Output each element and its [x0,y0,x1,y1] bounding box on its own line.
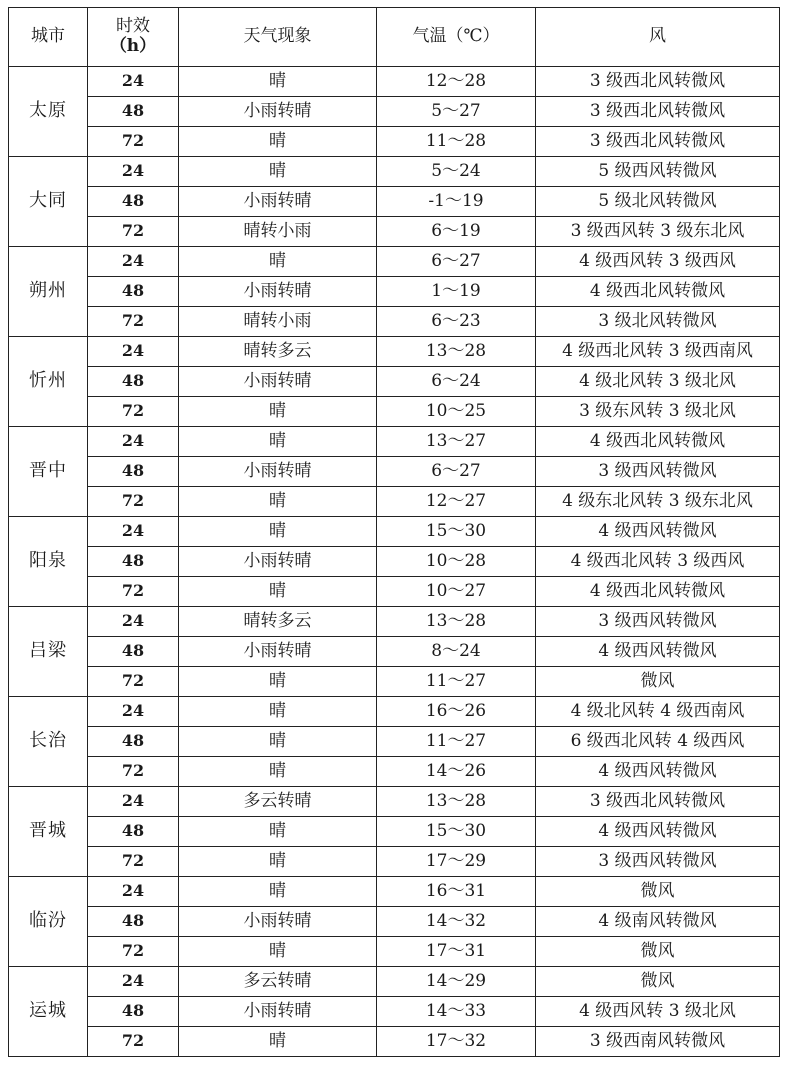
forecast-table [8,7,780,1057]
forecast-hours: 48 [88,817,179,847]
temperature-cell: 6～24 [377,367,536,397]
wind-cell: 4 级西风转微风 [536,757,780,787]
weather-cell: 晴转多云 [179,337,377,367]
weather-cell: 晴 [179,667,377,697]
forecast-hours: 72 [88,127,179,157]
table-row [9,337,780,367]
forecast-hours: 72 [88,577,179,607]
temperature-cell: 13～28 [377,607,536,637]
city-name: 晋中 [9,427,88,517]
header-wind: 风 [536,8,780,67]
forecast-hours: 48 [88,457,179,487]
city-name: 太原 [9,67,88,157]
wind-cell: 6 级西北风转 4 级西风 [536,727,780,757]
temperature-cell: 6～19 [377,217,536,247]
wind-cell: 4 级西风转 3 级北风 [536,997,780,1027]
table-row [9,457,780,487]
forecast-hours: 72 [88,487,179,517]
forecast-hours: 72 [88,307,179,337]
temperature-cell: 17～31 [377,937,536,967]
wind-cell: 4 级西风转微风 [536,637,780,667]
wind-cell: 3 级西北风转微风 [536,97,780,127]
wind-cell: 5 级西风转微风 [536,157,780,187]
wind-cell: 4 级西北风转微风 [536,427,780,457]
table-row [9,397,780,427]
wind-cell: 微风 [536,967,780,997]
weather-cell: 晴 [179,697,377,727]
temperature-cell: 11～27 [377,727,536,757]
table-row [9,67,780,97]
wind-cell: 3 级西风转微风 [536,847,780,877]
forecast-hours: 24 [88,67,179,97]
table-row [9,187,780,217]
table-row [9,427,780,457]
wind-cell: 4 级北风转 3 级北风 [536,367,780,397]
city-name: 朔州 [9,247,88,337]
forecast-hours: 24 [88,697,179,727]
table-row [9,1027,780,1057]
temperature-cell: 5～27 [377,97,536,127]
table-row [9,247,780,277]
header-row [9,8,780,67]
forecast-hours: 72 [88,847,179,877]
table-row [9,277,780,307]
forecast-hours: 72 [88,667,179,697]
table-row [9,967,780,997]
wind-cell: 3 级东风转 3 级北风 [536,397,780,427]
weather-cell: 小雨转晴 [179,997,377,1027]
weather-cell: 小雨转晴 [179,907,377,937]
table-row [9,727,780,757]
table-row [9,697,780,727]
weather-cell: 晴 [179,67,377,97]
weather-cell: 晴转多云 [179,607,377,637]
weather-cell: 晴 [179,157,377,187]
wind-cell: 3 级西风转微风 [536,457,780,487]
wind-cell: 4 级西风转微风 [536,817,780,847]
forecast-hours: 24 [88,247,179,277]
temperature-cell: 12～28 [377,67,536,97]
forecast-hours: 72 [88,217,179,247]
temperature-cell: 17～29 [377,847,536,877]
city-name: 大同 [9,157,88,247]
city-name: 临汾 [9,877,88,967]
forecast-hours: 24 [88,877,179,907]
weather-cell: 晴 [179,847,377,877]
forecast-hours: 24 [88,517,179,547]
wind-cell: 4 级西北风转 3 级西南风 [536,337,780,367]
forecast-hours: 24 [88,967,179,997]
temperature-cell: 15～30 [377,517,536,547]
table-row [9,907,780,937]
table-row [9,517,780,547]
forecast-hours: 24 [88,337,179,367]
forecast-hours: 48 [88,97,179,127]
forecast-hours: 24 [88,787,179,817]
forecast-hours: 72 [88,397,179,427]
temperature-cell: 6～27 [377,247,536,277]
temperature-cell: 14～32 [377,907,536,937]
temperature-cell: 14～29 [377,967,536,997]
weather-cell: 小雨转晴 [179,637,377,667]
wind-cell: 4 级西北风转微风 [536,277,780,307]
temperature-cell: 11～28 [377,127,536,157]
wind-cell: 4 级西北风转微风 [536,577,780,607]
temperature-cell: 14～33 [377,997,536,1027]
weather-cell: 晴 [179,427,377,457]
header-hours-line1: 时效 [116,16,150,37]
wind-cell: 4 级东北风转 3 级东北风 [536,487,780,517]
header-temperature: 气温（℃） [377,8,536,67]
table-row [9,487,780,517]
forecast-hours: 72 [88,937,179,967]
weather-cell: 小雨转晴 [179,547,377,577]
temperature-cell: 11～27 [377,667,536,697]
weather-cell: 小雨转晴 [179,97,377,127]
weather-cell: 晴 [179,757,377,787]
weather-cell: 晴 [179,397,377,427]
wind-cell: 3 级西风转 3 级东北风 [536,217,780,247]
forecast-hours: 48 [88,997,179,1027]
wind-cell: 3 级西南风转微风 [536,1027,780,1057]
temperature-cell: 12～27 [377,487,536,517]
weather-cell: 晴 [179,577,377,607]
city-name: 长治 [9,697,88,787]
wind-cell: 3 级西北风转微风 [536,67,780,97]
forecast-hours: 48 [88,547,179,577]
weather-cell: 多云转晴 [179,967,377,997]
wind-cell: 4 级西北风转 3 级西风 [536,547,780,577]
table-row [9,667,780,697]
temperature-cell: 6～23 [377,307,536,337]
temperature-cell: 10～25 [377,397,536,427]
temperature-cell: 16～26 [377,697,536,727]
table-row [9,577,780,607]
forecast-hours: 48 [88,277,179,307]
weather-cell: 多云转晴 [179,787,377,817]
city-name: 运城 [9,967,88,1057]
weather-cell: 晴 [179,487,377,517]
wind-cell: 3 级西北风转微风 [536,127,780,157]
weather-cell: 晴 [179,877,377,907]
wind-cell: 4 级北风转 4 级西南风 [536,697,780,727]
forecast-hours: 24 [88,157,179,187]
table-row [9,607,780,637]
temperature-cell: 8～24 [377,637,536,667]
table-row [9,997,780,1027]
table-body [9,67,780,1057]
wind-cell: 微风 [536,937,780,967]
temperature-cell: 14～26 [377,757,536,787]
table-row [9,877,780,907]
temperature-cell: 10～27 [377,577,536,607]
temperature-cell: 16～31 [377,877,536,907]
temperature-cell: 15～30 [377,817,536,847]
temperature-cell: 13～27 [377,427,536,457]
table-row [9,157,780,187]
temperature-cell: -1～19 [377,187,536,217]
header-hours-line2: （h） [109,36,157,56]
wind-cell: 微风 [536,877,780,907]
wind-cell: 3 级西北风转微风 [536,787,780,817]
city-name: 忻州 [9,337,88,427]
temperature-cell: 6～27 [377,457,536,487]
weather-cell: 晴 [179,1027,377,1057]
forecast-hours: 24 [88,427,179,457]
weather-cell: 晴 [179,937,377,967]
header-hours [88,8,179,67]
header-city: 城市 [9,8,88,67]
table-row [9,637,780,667]
wind-cell: 3 级北风转微风 [536,307,780,337]
table-row [9,757,780,787]
table-row [9,847,780,877]
forecast-hours: 48 [88,637,179,667]
weather-cell: 晴 [179,817,377,847]
table-row [9,307,780,337]
forecast-hours: 48 [88,727,179,757]
weather-cell: 晴转小雨 [179,307,377,337]
city-name: 阳泉 [9,517,88,607]
wind-cell: 3 级西风转微风 [536,607,780,637]
weather-cell: 晴 [179,517,377,547]
forecast-hours: 48 [88,907,179,937]
temperature-cell: 1～19 [377,277,536,307]
city-name: 吕梁 [9,607,88,697]
weather-cell: 晴 [179,247,377,277]
table-row [9,367,780,397]
wind-cell: 4 级南风转微风 [536,907,780,937]
wind-cell: 4 级西风转微风 [536,517,780,547]
wind-cell: 5 级北风转微风 [536,187,780,217]
table-row [9,937,780,967]
table-row [9,547,780,577]
table-row [9,787,780,817]
weather-cell: 小雨转晴 [179,277,377,307]
table-row [9,217,780,247]
temperature-cell: 13～28 [377,787,536,817]
weather-cell: 晴 [179,727,377,757]
wind-cell: 4 级西风转 3 级西风 [536,247,780,277]
wind-cell: 微风 [536,667,780,697]
weather-cell: 小雨转晴 [179,457,377,487]
weather-cell: 小雨转晴 [179,187,377,217]
table-row [9,127,780,157]
weather-cell: 晴 [179,127,377,157]
forecast-hours: 72 [88,1027,179,1057]
city-name: 晋城 [9,787,88,877]
forecast-hours: 72 [88,757,179,787]
forecast-hours: 48 [88,367,179,397]
temperature-cell: 10～28 [377,547,536,577]
table-row [9,97,780,127]
forecast-hours: 48 [88,187,179,217]
weather-cell: 小雨转晴 [179,367,377,397]
header-weather: 天气现象 [179,8,377,67]
weather-cell: 晴转小雨 [179,217,377,247]
temperature-cell: 5～24 [377,157,536,187]
temperature-cell: 17～32 [377,1027,536,1057]
temperature-cell: 13～28 [377,337,536,367]
forecast-hours: 24 [88,607,179,637]
table-row [9,817,780,847]
